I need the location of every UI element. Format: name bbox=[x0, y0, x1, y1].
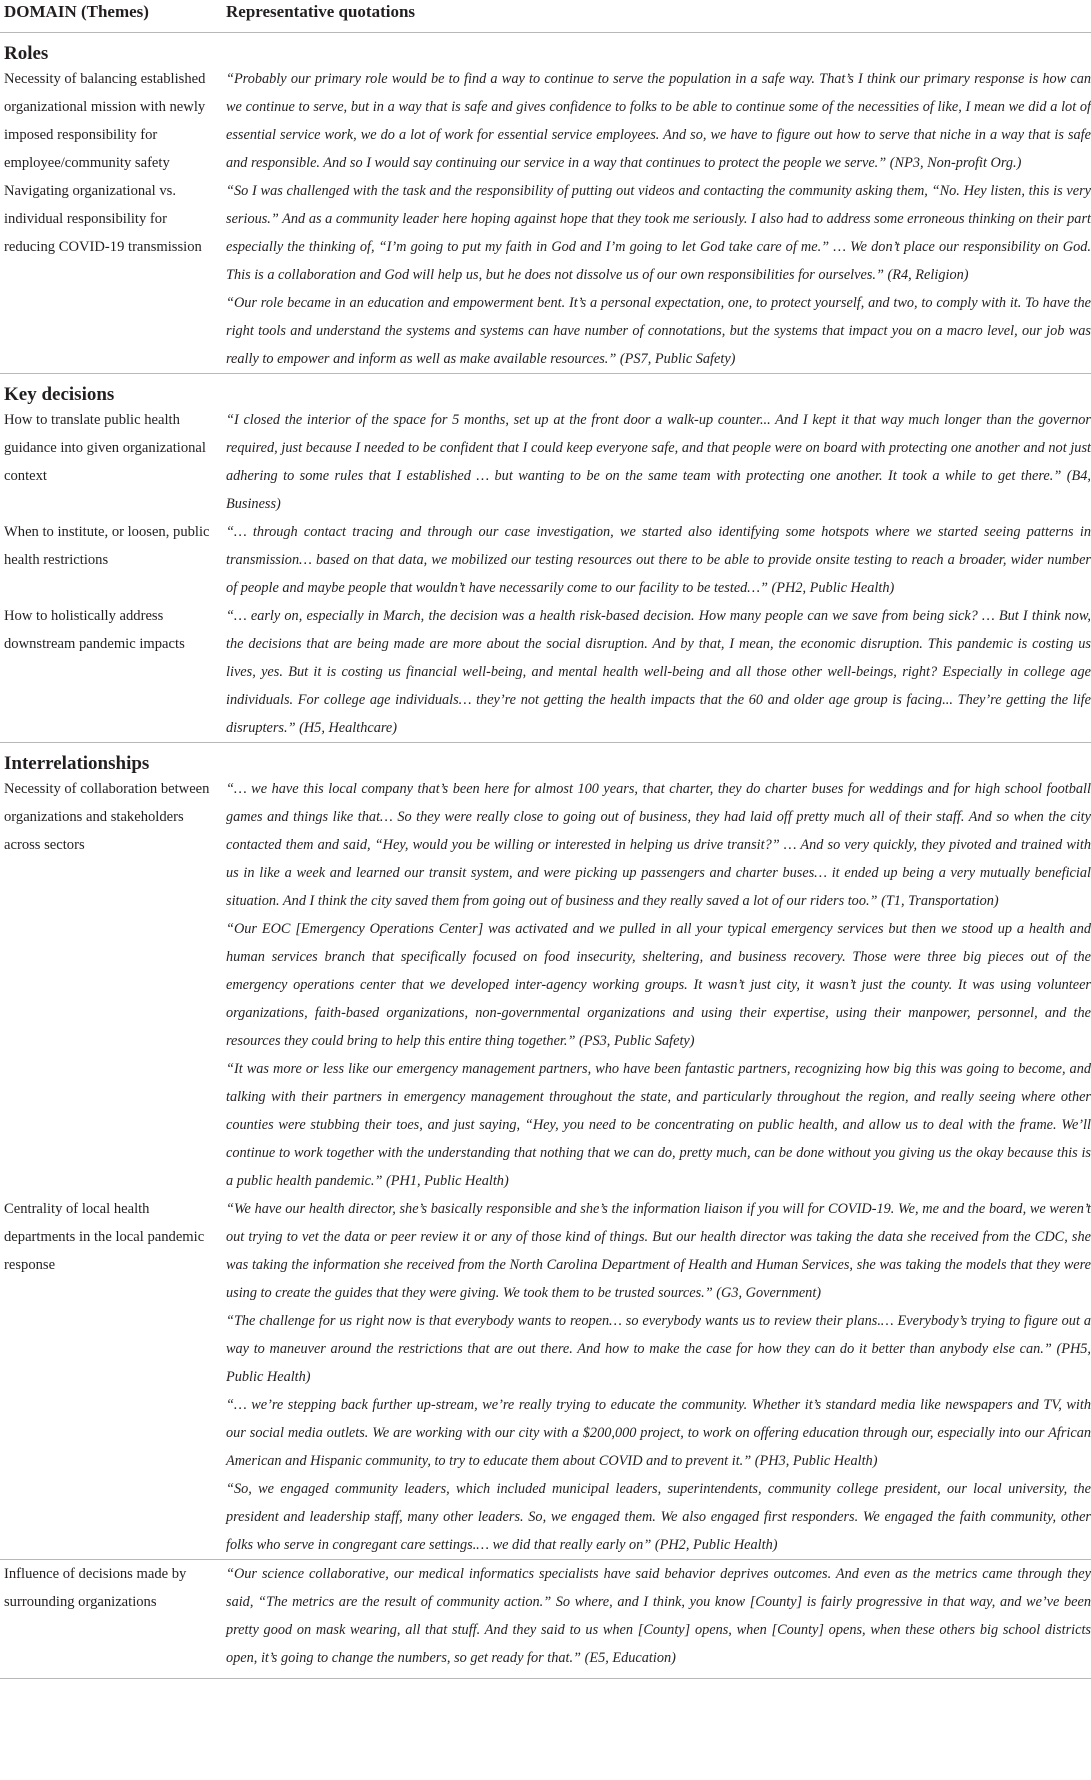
quotation: “We have our health director, she’s basically responsible and she’s the information liaison if you will for COVID-19. We, me and the board, we weren’t out trying to vet the data or peer review it or any of those kind of things. But our health director was taking the data she received from the CDC, she was taking the information she received from the North Carolina Department of Health and Human Services, she was taking the models that they were using to create the guides that they were giving. We took them to be trusted sources.” (G3, Government) bbox=[226, 1201, 1091, 1301]
quotation: “Our role became in an education and empowerment bent. It’s a personal expectation, one, to protect yourself, and two, to comply with it. To have the right tools and understand the systems and systems can have number of connotations, but the systems that impact you on a macro level, our job was really to empower and inform as well as make available resources.” (PS7, Public Safety) bbox=[226, 295, 1091, 367]
theme-row bbox=[0, 602, 1091, 743]
theme-label: When to institute, or loosen, public health restrictions bbox=[4, 524, 210, 568]
theme-row bbox=[0, 1195, 1091, 1560]
quotation: “… we have this local company that’s been here for almost 100 years, that charter, they do charter buses for weddings and for high school football games and things like that… So they were really close to going out of business, they had laid off pretty much all of their staff. And so when the city contacted them and said, “Hey, would you be willing or interested in helping us drive transit?” … And so very quickly, they pivoted and trained with us in like a week and learned our transit system, and were picking up passengers and charter buses… it ended up being a very mutually beneficial situation. And I think the city saved them from going out of business and they really saved a lot of our riders too.” (T1, Transportation) bbox=[226, 781, 1091, 909]
quotation: “I closed the interior of the space for 5 months, set up at the front door a walk-up counter... And I kept it that way much longer than the governor required, just because I needed to be confident that I could keep everyone safe, and that people were on board with protecting one another and not just adhering to some rules that I established … but wanting to be on the same team with protecting one another. It took a while to get there.” (B4, Business) bbox=[226, 412, 1091, 512]
domain-row bbox=[0, 743, 1091, 776]
theme-label: How to holistically address downstream pandemic impacts bbox=[4, 608, 185, 652]
domain-title: Interrelationships bbox=[4, 753, 150, 774]
domain-title: Roles bbox=[4, 43, 49, 64]
header-quotations: Representative quotations bbox=[222, 0, 1091, 33]
table-body bbox=[0, 33, 1091, 1679]
theme-row bbox=[0, 65, 1091, 177]
domain-title: Key decisions bbox=[4, 384, 115, 405]
quotation: “… we’re stepping back further up-stream, we’re really trying to educate the community. Whether it’s standard media like newspapers and TV, with our social media outlets. We are working with our city with a $200,000 project, to work on offering education through our, especially into our African American and Hispanic community, to try to educate them about COVID and to prevent it.” (PH3, Public Health) bbox=[226, 1397, 1091, 1469]
theme-label: Navigating organizational vs. individual responsibility for reducing COVID-19 transmission bbox=[4, 183, 202, 255]
header-domain: DOMAIN (Themes) bbox=[0, 0, 222, 33]
quotation: “Our science collaborative, our medical informatics specialists have said behavior deprives outcomes. And even as the metrics came through they said, “The metrics are the result of community action.” So where, and I think, you know [County] is fairly progressive in that way, and we’ve been pretty good on mask wearing, all that stuff. And they said to us when [County] opens, when [County] opens, when these others big school districts open, it’s going to change the numbers, so get ready for that.” (E5, Education) bbox=[226, 1566, 1091, 1666]
theme-row bbox=[0, 1560, 1091, 1673]
domain-row bbox=[0, 374, 1091, 407]
theme-label: Necessity of collaboration between organizations and stakeholders across sectors bbox=[4, 781, 210, 853]
domain-row bbox=[0, 33, 1091, 66]
quotation: “It was more or less like our emergency management partners, who have been fantastic partners, recognizing how big this was going to become, and talking with their partners in emergency management throughout the state, and particularly throughout the region, and really seeing where other counties were stubbing their toes, and just saying, “Hey, you need to be concentrating on public health, and allow us to deal with the frame. We’ll continue to work together with the understanding that nothing that we can do, pretty much, can be done without you giving us the okay because this is a public health pandemic.” (PH1, Public Health) bbox=[226, 1061, 1091, 1189]
theme-row bbox=[0, 775, 1091, 1195]
quotation: “… early on, especially in March, the decision was a health risk-based decision. How many people can we save from being sick? … But I think now, the decisions that are being made are more about the social disruption. And by that, I mean, the economic disruption. This pandemic is costing us lives, yes. But it is costing us financial well-being, and mental health well-being and all those other well-beings, right? Especially in college age individuals. For college age individuals… they’re not getting the health impacts that the 60 and older age group is facing... They’re getting the life disrupters.” (H5, Healthcare) bbox=[226, 608, 1091, 736]
theme-label: Influence of decisions made by surrounding organizations bbox=[4, 1566, 187, 1610]
theme-row bbox=[0, 518, 1091, 602]
table-header-row bbox=[0, 0, 1091, 33]
quotation: “Probably our primary role would be to find a way to continue to serve the population in a safe way. That’s I think our primary response is how can we continue to serve, but in a way that is safe and gives confidence to folks to be able to continue some of the necessities of like, I mean we did a lot of essential service work, we do a lot of work for essential service employees. And so, we have to figure out how to serve that niche in a way that is safe and responsible. And so I would say continuing our service in a way that continues to protect the people we serve.” (NP3, Non-profit Org.) bbox=[226, 71, 1091, 171]
quotation: “The challenge for us right now is that everybody wants to reopen… so everybody wants us to review their plans.… Everybody’s trying to figure out a way to maneuver around the restrictions that are out there. And how to make the case for how they can do it better than anybody else can.” (PH5, Public Health) bbox=[226, 1313, 1091, 1385]
quotation: “So, we engaged community leaders, which included municipal leaders, superintendents, community college president, our local university, the president and leadership staff, many other leaders. So, we engaged them. We also engaged first responders. We engaged the faith community, other folks who serve in congregant care settings.… we did that really early on” (PH2, Public Health) bbox=[226, 1481, 1091, 1553]
theme-row bbox=[0, 177, 1091, 374]
quotation: “… through contact tracing and through our case investigation, we started also identifying some hotspots where we started seeing patterns in transmission… based on that data, we mobilized our testing resources out there to be able to provide onsite testing to reach a broader, wider number of people and maybe people that wouldn’t have necessarily come to our facility to be tested…” (PH2, Public Health) bbox=[226, 524, 1091, 596]
theme-label: Centrality of local health departments in the local pandemic response bbox=[4, 1201, 205, 1273]
quotation: “So I was challenged with the task and the responsibility of putting out videos and contacting the community asking them, “No. Hey listen, this is very serious.” And as a community leader here hoping against hope that they took me seriously. I also had to address some erroneous thinking on their part especially the thinking of, “I’m going to put my faith in God and I’m going to let God take care of me.” … We don’t place our responsibility on God. This is a collaboration and God will help us, but he does not dissolve us of our own responsibilities for ourselves.” (R4, Religion) bbox=[226, 183, 1091, 283]
theme-label: How to translate public health guidance into given organizational context bbox=[4, 412, 206, 484]
theme-row bbox=[0, 406, 1091, 518]
table-bottom-rule bbox=[0, 1672, 1091, 1679]
theme-label: Necessity of balancing established organizational mission with newly imposed responsibility for employee/community safety bbox=[4, 71, 206, 171]
quotation: “Our EOC [Emergency Operations Center] was activated and we pulled in all your typical emergency services but then we stood up a health and human services branch that specifically focused on food insecurity, sheltering, and business recovery. Those were three big pieces out of the emergency operations center that we developed inter-agency working groups. It wasn’t just city, it wasn’t just the county. It was using volunteer organizations, faith-based organizations, non-governmental organizations and using their expertise, using their manpower, personnel, and the resources they could bring to help this entire thing together.” (PS3, Public Safety) bbox=[226, 921, 1091, 1049]
